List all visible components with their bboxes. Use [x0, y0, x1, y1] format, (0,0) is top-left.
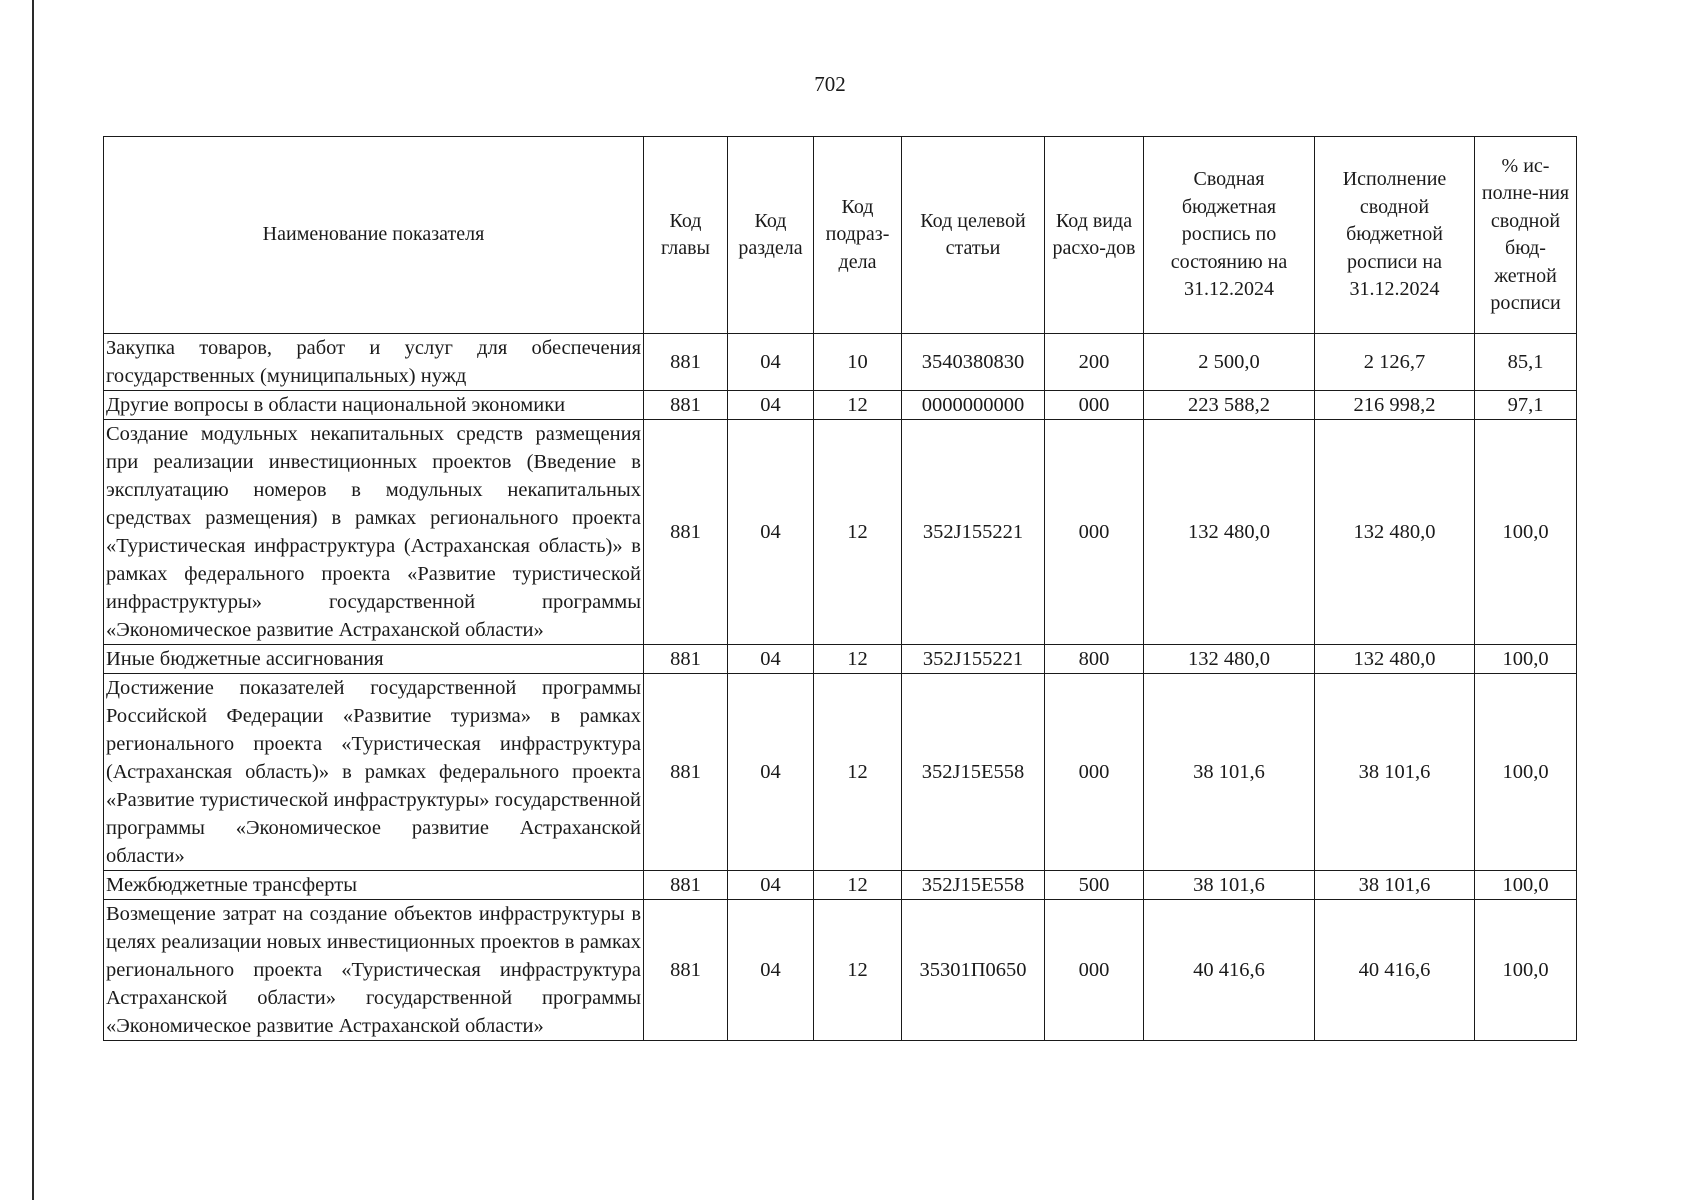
header-expense-type-code: Код вида расхо-дов	[1045, 137, 1144, 334]
row-plan: 38 101,6	[1144, 674, 1315, 871]
header-budget-plan: Сводная бюджетная роспись по состоянию на 31.12.2024	[1144, 137, 1315, 334]
row-razdel: 04	[728, 334, 814, 391]
header-budget-execution: Исполнение сводной бюджетной росписи на 31.12.2024	[1315, 137, 1475, 334]
row-plan: 132 480,0	[1144, 420, 1315, 645]
row-target-article: 352J15E558	[902, 871, 1045, 900]
row-glava: 881	[644, 674, 728, 871]
row-percent: 97,1	[1475, 391, 1577, 420]
header-podrazdel-code: Код подраз-дела	[814, 137, 902, 334]
row-target-article: 352J155221	[902, 645, 1045, 674]
page-binding-line	[32, 0, 34, 1200]
row-name: Иные бюджетные ассигнования	[104, 645, 644, 674]
row-fact: 132 480,0	[1315, 420, 1475, 645]
row-fact: 38 101,6	[1315, 674, 1475, 871]
row-percent: 100,0	[1475, 420, 1577, 645]
row-razdel: 04	[728, 645, 814, 674]
row-fact: 40 416,6	[1315, 900, 1475, 1041]
table-row	[104, 871, 1577, 900]
row-expense-type: 000	[1045, 900, 1144, 1041]
table-header-row	[104, 137, 1577, 334]
row-razdel: 04	[728, 871, 814, 900]
row-name: Достижение показателей государственной программы Российской Федерации «Развитие туризма» в рамках регионального проекта «Туристическая инфраструктура (Астраханская область)» в рамках федерального проекта «Развитие туристической инфраструктуры» государственной программы «Экономическое развитие Астраханской области»	[104, 674, 644, 871]
row-plan: 38 101,6	[1144, 871, 1315, 900]
row-glava: 881	[644, 645, 728, 674]
row-target-article: 0000000000	[902, 391, 1045, 420]
row-name: Создание модульных некапитальных средств размещения при реализации инвестиционных проектов (Введение в эксплуатацию номеров в модульных некапитальных средствах размещения) в рамках регионального проекта «Туристическая инфраструктура (Астраханская область)» в рамках федерального проекта «Развитие туристической инфраструктуры» государственной программы «Экономическое развитие Астраханской области»	[104, 420, 644, 645]
row-glava: 881	[644, 871, 728, 900]
row-plan: 40 416,6	[1144, 900, 1315, 1041]
table-row	[104, 674, 1577, 871]
header-razdel-code: Код раздела	[728, 137, 814, 334]
row-fact: 2 126,7	[1315, 334, 1475, 391]
row-expense-type: 000	[1045, 674, 1144, 871]
row-percent: 85,1	[1475, 334, 1577, 391]
row-podrazdel: 12	[814, 420, 902, 645]
row-target-article: 3540380830	[902, 334, 1045, 391]
header-execution-percent: % ис-полне-ния сводной бюд-жетной росписи	[1475, 137, 1577, 334]
row-name: Другие вопросы в области национальной экономики	[104, 391, 644, 420]
table-row	[104, 334, 1577, 391]
row-glava: 881	[644, 334, 728, 391]
table-row	[104, 391, 1577, 420]
row-razdel: 04	[728, 900, 814, 1041]
row-fact: 132 480,0	[1315, 645, 1475, 674]
row-podrazdel: 10	[814, 334, 902, 391]
row-expense-type: 800	[1045, 645, 1144, 674]
row-glava: 881	[644, 391, 728, 420]
row-podrazdel: 12	[814, 900, 902, 1041]
table-row	[104, 645, 1577, 674]
row-expense-type: 500	[1045, 871, 1144, 900]
row-name: Межбюджетные трансферты	[104, 871, 644, 900]
row-name: Возмещение затрат на создание объектов инфраструктуры в целях реализации новых инвестиционных проектов в рамках регионального проекта «Туристическая инфраструктура Астраханской области» государственной программы «Экономическое развитие Астраханской области»	[104, 900, 644, 1041]
row-plan: 223 588,2	[1144, 391, 1315, 420]
row-podrazdel: 12	[814, 674, 902, 871]
row-plan: 2 500,0	[1144, 334, 1315, 391]
row-percent: 100,0	[1475, 645, 1577, 674]
row-fact: 216 998,2	[1315, 391, 1475, 420]
row-razdel: 04	[728, 391, 814, 420]
row-expense-type: 200	[1045, 334, 1144, 391]
row-percent: 100,0	[1475, 674, 1577, 871]
row-podrazdel: 12	[814, 871, 902, 900]
row-podrazdel: 12	[814, 645, 902, 674]
row-plan: 132 480,0	[1144, 645, 1315, 674]
table-row	[104, 900, 1577, 1041]
row-percent: 100,0	[1475, 871, 1577, 900]
table-row	[104, 420, 1577, 645]
header-glava-code: Код главы	[644, 137, 728, 334]
row-percent: 100,0	[1475, 900, 1577, 1041]
row-target-article: 352J15E558	[902, 674, 1045, 871]
page-number: 702	[814, 72, 846, 96]
row-glava: 881	[644, 900, 728, 1041]
row-target-article: 352J155221	[902, 420, 1045, 645]
header-target-article-code: Код целевой статьи	[902, 137, 1045, 334]
row-target-article: 35301П0650	[902, 900, 1045, 1041]
row-expense-type: 000	[1045, 391, 1144, 420]
row-razdel: 04	[728, 674, 814, 871]
row-name: Закупка товаров, работ и услуг для обеспечения государственных (муниципальных) нужд	[104, 334, 644, 391]
row-glava: 881	[644, 420, 728, 645]
budget-execution-table	[103, 136, 1577, 1041]
row-razdel: 04	[728, 420, 814, 645]
row-fact: 38 101,6	[1315, 871, 1475, 900]
row-expense-type: 000	[1045, 420, 1144, 645]
row-podrazdel: 12	[814, 391, 902, 420]
header-name: Наименование показателя	[104, 137, 644, 334]
